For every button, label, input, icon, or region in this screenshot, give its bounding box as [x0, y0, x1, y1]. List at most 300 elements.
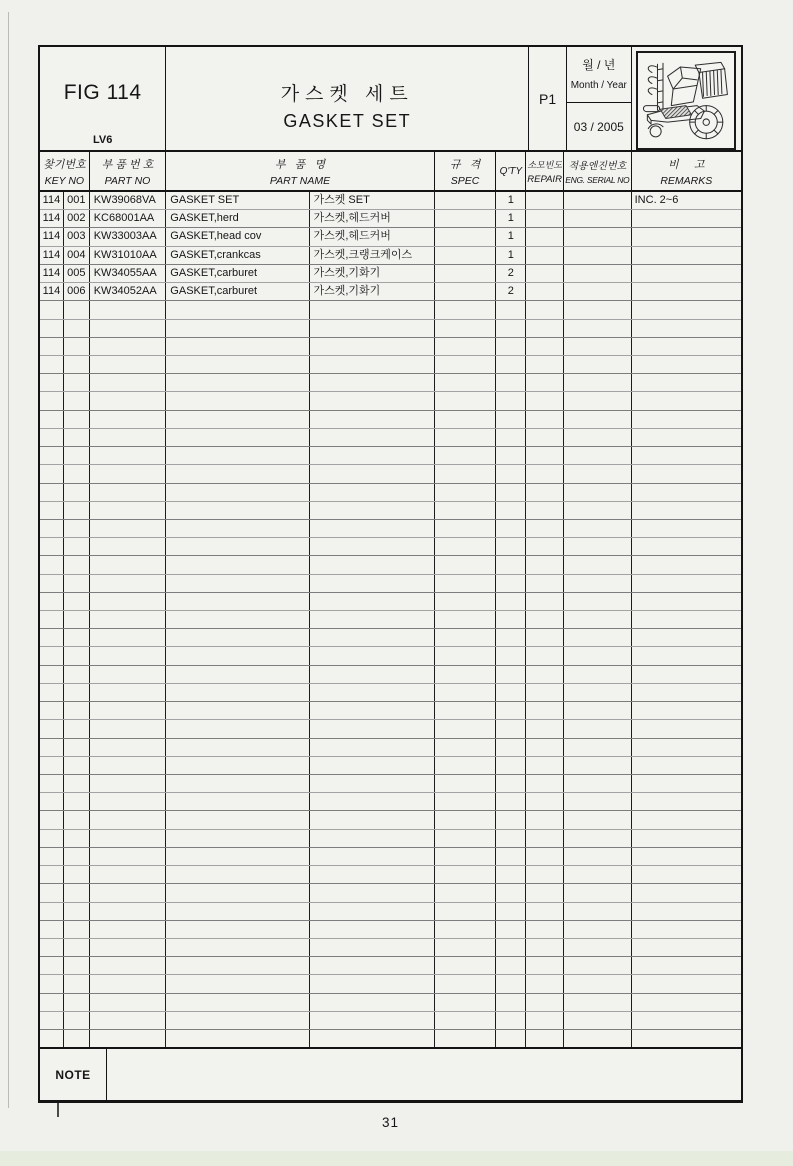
header-part-no-english: PART NO [104, 174, 151, 187]
cell-remarks [632, 903, 741, 920]
cell-spec [435, 374, 497, 391]
cell-part-name-en [166, 720, 310, 737]
cell-spec [435, 338, 497, 355]
cell-part-name-ko [310, 629, 434, 646]
cell-remarks [632, 502, 741, 519]
cell-part-name-ko [310, 921, 434, 938]
cell-fig-no [40, 611, 64, 628]
cell-eng-serial [564, 830, 632, 847]
cell-remarks [632, 994, 741, 1011]
cell-repair [526, 320, 564, 337]
table-row [40, 556, 741, 574]
cell-part-no [90, 884, 167, 901]
cell-fig-no [40, 538, 64, 555]
cell-fig-no [40, 848, 64, 865]
cell-remarks [632, 775, 741, 792]
table-row [40, 593, 741, 611]
cell-spec [435, 666, 497, 683]
cell-qty [496, 1012, 526, 1029]
cell-qty [496, 775, 526, 792]
table-row [40, 793, 741, 811]
cell-part-name-ko [310, 392, 434, 409]
table-row [40, 356, 741, 374]
note-content [107, 1049, 741, 1100]
header-key-no-english: KEY NO [44, 174, 85, 187]
cell-part-no [90, 556, 167, 573]
cell-part-name-en [166, 811, 310, 828]
cell-eng-serial [564, 392, 632, 409]
cell-key-no [64, 775, 90, 792]
cell-part-name-ko: 가스켓,기화기 [310, 265, 434, 282]
cell-key-no [64, 647, 90, 664]
cell-fig-no [40, 739, 64, 756]
cell-part-name-en [166, 538, 310, 555]
cell-part-name-ko [310, 739, 434, 756]
cell-fig-no [40, 356, 64, 373]
cell-part-name-ko [310, 502, 434, 519]
cell-key-no [64, 994, 90, 1011]
cell-qty [496, 994, 526, 1011]
cell-remarks [632, 247, 741, 264]
table-row [40, 228, 741, 246]
cell-qty [496, 757, 526, 774]
header-remarks-korean: 비 고 [668, 158, 705, 171]
cell-fig-no [40, 447, 64, 464]
cell-fig-no [40, 994, 64, 1011]
cell-spec [435, 975, 497, 992]
cell-eng-serial [564, 374, 632, 391]
cell-remarks [632, 848, 741, 865]
table-row [40, 866, 741, 884]
cell-part-name-en: GASKET,herd [166, 210, 310, 227]
cell-eng-serial [564, 666, 632, 683]
header-key-no [40, 152, 90, 190]
cell-part-name-ko [310, 884, 434, 901]
cell-fig-no: 114 [40, 247, 64, 264]
table-row [40, 411, 741, 429]
cell-repair [526, 611, 564, 628]
cell-part-name-en [166, 647, 310, 664]
table-row [40, 283, 741, 301]
header-spec-korean: 규 격 [449, 158, 481, 171]
cell-part-no [90, 994, 167, 1011]
cell-fig-no [40, 939, 64, 956]
cell-eng-serial [564, 757, 632, 774]
cell-key-no [64, 1030, 90, 1047]
cell-eng-serial [564, 283, 632, 300]
cell-part-name-ko [310, 903, 434, 920]
cell-repair [526, 647, 564, 664]
cell-repair [526, 939, 564, 956]
cell-key-no [64, 1012, 90, 1029]
cell-eng-serial [564, 1030, 632, 1047]
cell-qty [496, 484, 526, 501]
cell-part-no [90, 739, 167, 756]
cell-part-name-ko [310, 830, 434, 847]
cell-part-name-ko: 가스켓 SET [310, 192, 434, 209]
table-row [40, 702, 741, 720]
cell-part-name-en [166, 502, 310, 519]
month-year-value: 03 / 2005 [573, 119, 624, 134]
cell-spec [435, 884, 497, 901]
cell-fig-no [40, 647, 64, 664]
cell-qty [496, 356, 526, 373]
cell-spec [435, 247, 497, 264]
cell-remarks [632, 374, 741, 391]
month-year-labels [567, 47, 631, 103]
cell-key-no [64, 757, 90, 774]
header-remarks-english: REMARKS [660, 174, 713, 187]
cell-part-name-ko: 가스켓,기화기 [310, 283, 434, 300]
cell-fig-no [40, 666, 64, 683]
cell-key-no: 002 [64, 210, 90, 227]
table-row [40, 884, 741, 902]
cell-part-name-en [166, 884, 310, 901]
cell-remarks [632, 356, 741, 373]
cell-spec [435, 502, 497, 519]
cell-part-name-ko [310, 811, 434, 828]
cell-repair [526, 447, 564, 464]
cell-spec [435, 866, 497, 883]
cell-part-no [90, 1012, 167, 1029]
cell-part-name-ko [310, 356, 434, 373]
note-label: NOTE [40, 1049, 107, 1100]
cell-eng-serial [564, 866, 632, 883]
cell-fig-no [40, 903, 64, 920]
cell-fig-no [40, 320, 64, 337]
table-row [40, 629, 741, 647]
table-row [40, 520, 741, 538]
cell-key-no [64, 811, 90, 828]
cell-spec [435, 556, 497, 573]
cell-remarks [632, 957, 741, 974]
cell-spec [435, 465, 497, 482]
cell-eng-serial [564, 957, 632, 974]
cell-remarks [632, 575, 741, 592]
header-repair-korean: 소모빈도 [527, 159, 562, 170]
cell-key-no [64, 593, 90, 610]
cell-eng-serial [564, 775, 632, 792]
cell-repair [526, 793, 564, 810]
cell-repair [526, 392, 564, 409]
cell-qty [496, 429, 526, 446]
cell-key-no [64, 320, 90, 337]
cell-eng-serial [564, 702, 632, 719]
cell-fig-no [40, 1030, 64, 1047]
cell-eng-serial [564, 502, 632, 519]
cell-part-name-ko: 가스켓,헤드커버 [310, 228, 434, 245]
cell-key-no [64, 611, 90, 628]
cell-part-no [90, 301, 167, 318]
cell-part-no [90, 666, 167, 683]
cell-part-no [90, 957, 167, 974]
cell-remarks [632, 684, 741, 701]
cell-part-no [90, 392, 167, 409]
cell-eng-serial [564, 848, 632, 865]
cell-remarks [632, 757, 741, 774]
cell-eng-serial [564, 575, 632, 592]
cell-remarks [632, 629, 741, 646]
cell-repair [526, 684, 564, 701]
cell-qty: 1 [496, 210, 526, 227]
table-row [40, 757, 741, 775]
cell-repair [526, 374, 564, 391]
cell-key-no [64, 575, 90, 592]
header-qty: Q'TY [496, 152, 526, 190]
cell-eng-serial [564, 247, 632, 264]
cell-key-no [64, 465, 90, 482]
cell-qty [496, 338, 526, 355]
header-part-name-english: PART NAME [269, 174, 331, 187]
cell-part-name-ko [310, 866, 434, 883]
cell-eng-serial [564, 739, 632, 756]
cell-part-name-en [166, 356, 310, 373]
cell-eng-serial [564, 429, 632, 446]
table-row [40, 811, 741, 829]
table-row [40, 502, 741, 520]
cell-repair [526, 975, 564, 992]
cell-part-name-en [166, 1012, 310, 1029]
cell-part-no [90, 484, 167, 501]
table-row [40, 666, 741, 684]
cell-repair [526, 411, 564, 428]
cell-key-no [64, 447, 90, 464]
cell-part-name-en [166, 520, 310, 537]
cell-fig-no [40, 811, 64, 828]
table-row [40, 210, 741, 228]
cell-part-name-en [166, 939, 310, 956]
table-row [40, 392, 741, 410]
cell-qty [496, 556, 526, 573]
table-row [40, 775, 741, 793]
cell-qty [496, 957, 526, 974]
cell-part-name-en [166, 848, 310, 865]
cell-fig-no [40, 757, 64, 774]
header-key-no-korean: 찾기번호 [43, 158, 86, 171]
cell-eng-serial [564, 884, 632, 901]
cell-part-name-en [166, 957, 310, 974]
cell-fig-no [40, 702, 64, 719]
cell-spec [435, 593, 497, 610]
engine-illustration [636, 51, 736, 150]
cell-qty [496, 903, 526, 920]
cell-fig-no: 114 [40, 228, 64, 245]
cell-eng-serial [564, 411, 632, 428]
cell-fig-no: 114 [40, 283, 64, 300]
cell-repair [526, 866, 564, 883]
cell-part-name-en [166, 320, 310, 337]
cell-key-no [64, 903, 90, 920]
table-row [40, 848, 741, 866]
table-row [40, 647, 741, 665]
cell-fig-no [40, 502, 64, 519]
cell-part-no [90, 921, 167, 938]
cell-spec [435, 939, 497, 956]
cell-part-no [90, 502, 167, 519]
cell-part-no [90, 338, 167, 355]
cell-qty [496, 320, 526, 337]
cell-spec [435, 429, 497, 446]
cell-key-no: 001 [64, 192, 90, 209]
cell-part-no [90, 811, 167, 828]
cell-qty [496, 811, 526, 828]
cell-spec [435, 301, 497, 318]
cell-qty [496, 593, 526, 610]
cell-fig-no [40, 556, 64, 573]
cell-spec [435, 994, 497, 1011]
cell-part-no [90, 975, 167, 992]
cell-repair [526, 811, 564, 828]
cell-part-no [90, 939, 167, 956]
scan-artifact-band [0, 1151, 793, 1166]
cell-part-name-en [166, 484, 310, 501]
cell-spec [435, 775, 497, 792]
header-eng-serial-korean: 적용엔진번호 [568, 161, 627, 172]
cell-repair [526, 228, 564, 245]
cell-repair [526, 884, 564, 901]
cell-eng-serial [564, 921, 632, 938]
cell-eng-serial [564, 1012, 632, 1029]
cell-part-name-en [166, 447, 310, 464]
cell-qty [496, 939, 526, 956]
cell-key-no [64, 629, 90, 646]
cell-eng-serial [564, 228, 632, 245]
cell-eng-serial [564, 611, 632, 628]
cell-part-no: KW39068VA [90, 192, 167, 209]
cell-repair [526, 994, 564, 1011]
title-header-band [40, 47, 741, 152]
cell-part-name-en [166, 830, 310, 847]
cell-qty [496, 1030, 526, 1047]
title-cell [166, 47, 529, 150]
cell-key-no [64, 957, 90, 974]
cell-part-name-ko [310, 301, 434, 318]
cell-part-no [90, 429, 167, 446]
cell-fig-no [40, 957, 64, 974]
cell-eng-serial [564, 975, 632, 992]
cell-spec [435, 903, 497, 920]
cell-repair [526, 247, 564, 264]
cell-eng-serial [564, 356, 632, 373]
cell-fig-no [40, 720, 64, 737]
cell-part-name-en [166, 866, 310, 883]
cell-key-no [64, 975, 90, 992]
cell-eng-serial [564, 520, 632, 537]
cell-part-name-ko [310, 1030, 434, 1047]
cell-part-name-en [166, 429, 310, 446]
cell-remarks [632, 647, 741, 664]
cell-qty [496, 538, 526, 555]
cell-repair [526, 921, 564, 938]
cell-spec [435, 392, 497, 409]
cell-spec [435, 538, 497, 555]
cell-remarks [632, 884, 741, 901]
cell-part-name-ko [310, 374, 434, 391]
cell-part-name-ko [310, 320, 434, 337]
cell-key-no: 003 [64, 228, 90, 245]
cell-repair [526, 593, 564, 610]
cell-part-name-en [166, 629, 310, 646]
cell-repair [526, 283, 564, 300]
cell-repair [526, 848, 564, 865]
cell-repair [526, 210, 564, 227]
table-row [40, 484, 741, 502]
cell-key-no [64, 830, 90, 847]
cell-remarks [632, 739, 741, 756]
cell-part-no [90, 903, 167, 920]
header-part-no [90, 152, 167, 190]
cell-key-no [64, 866, 90, 883]
header-part-name [166, 152, 434, 190]
cell-key-no [64, 702, 90, 719]
month-year-cell [567, 47, 632, 150]
table-row [40, 1030, 741, 1047]
cell-part-no [90, 611, 167, 628]
cell-spec [435, 356, 497, 373]
cell-spec [435, 520, 497, 537]
header-spec-english: SPEC [450, 174, 480, 187]
cell-part-no: KC68001AA [90, 210, 167, 227]
cell-qty [496, 301, 526, 318]
cell-eng-serial [564, 447, 632, 464]
cell-spec [435, 957, 497, 974]
table-row [40, 247, 741, 265]
cell-eng-serial [564, 593, 632, 610]
cell-spec [435, 192, 497, 209]
cell-part-name-en [166, 301, 310, 318]
cell-qty [496, 392, 526, 409]
cell-eng-serial [564, 811, 632, 828]
cell-repair [526, 702, 564, 719]
parts-table-body [40, 192, 741, 1047]
cell-remarks [632, 338, 741, 355]
cell-eng-serial [564, 320, 632, 337]
cell-key-no [64, 502, 90, 519]
table-row [40, 1012, 741, 1030]
cell-key-no [64, 720, 90, 737]
cell-fig-no [40, 301, 64, 318]
page-title-english: GASKET SET [283, 111, 412, 131]
cell-repair [526, 830, 564, 847]
scan-artifact-line [8, 12, 9, 1108]
cell-repair [526, 538, 564, 555]
cell-part-name-en [166, 338, 310, 355]
cell-part-name-en [166, 411, 310, 428]
cell-remarks [632, 465, 741, 482]
cell-part-name-en [166, 392, 310, 409]
cell-key-no: 005 [64, 265, 90, 282]
figure-number: FIG 114 [63, 81, 142, 104]
cell-key-no [64, 684, 90, 701]
cell-spec [435, 320, 497, 337]
cell-spec [435, 411, 497, 428]
cell-part-no [90, 757, 167, 774]
cell-key-no [64, 921, 90, 938]
cell-key-no [64, 739, 90, 756]
cell-part-name-en [166, 775, 310, 792]
cell-part-name-ko [310, 447, 434, 464]
cell-part-no [90, 447, 167, 464]
cell-repair [526, 338, 564, 355]
cell-part-name-ko [310, 465, 434, 482]
model-code: LV6 [92, 134, 113, 146]
cell-qty [496, 739, 526, 756]
cell-fig-no [40, 830, 64, 847]
parts-catalog-table [38, 45, 743, 1103]
table-row [40, 320, 741, 338]
cell-remarks [632, 975, 741, 992]
column-header-row [40, 152, 741, 192]
